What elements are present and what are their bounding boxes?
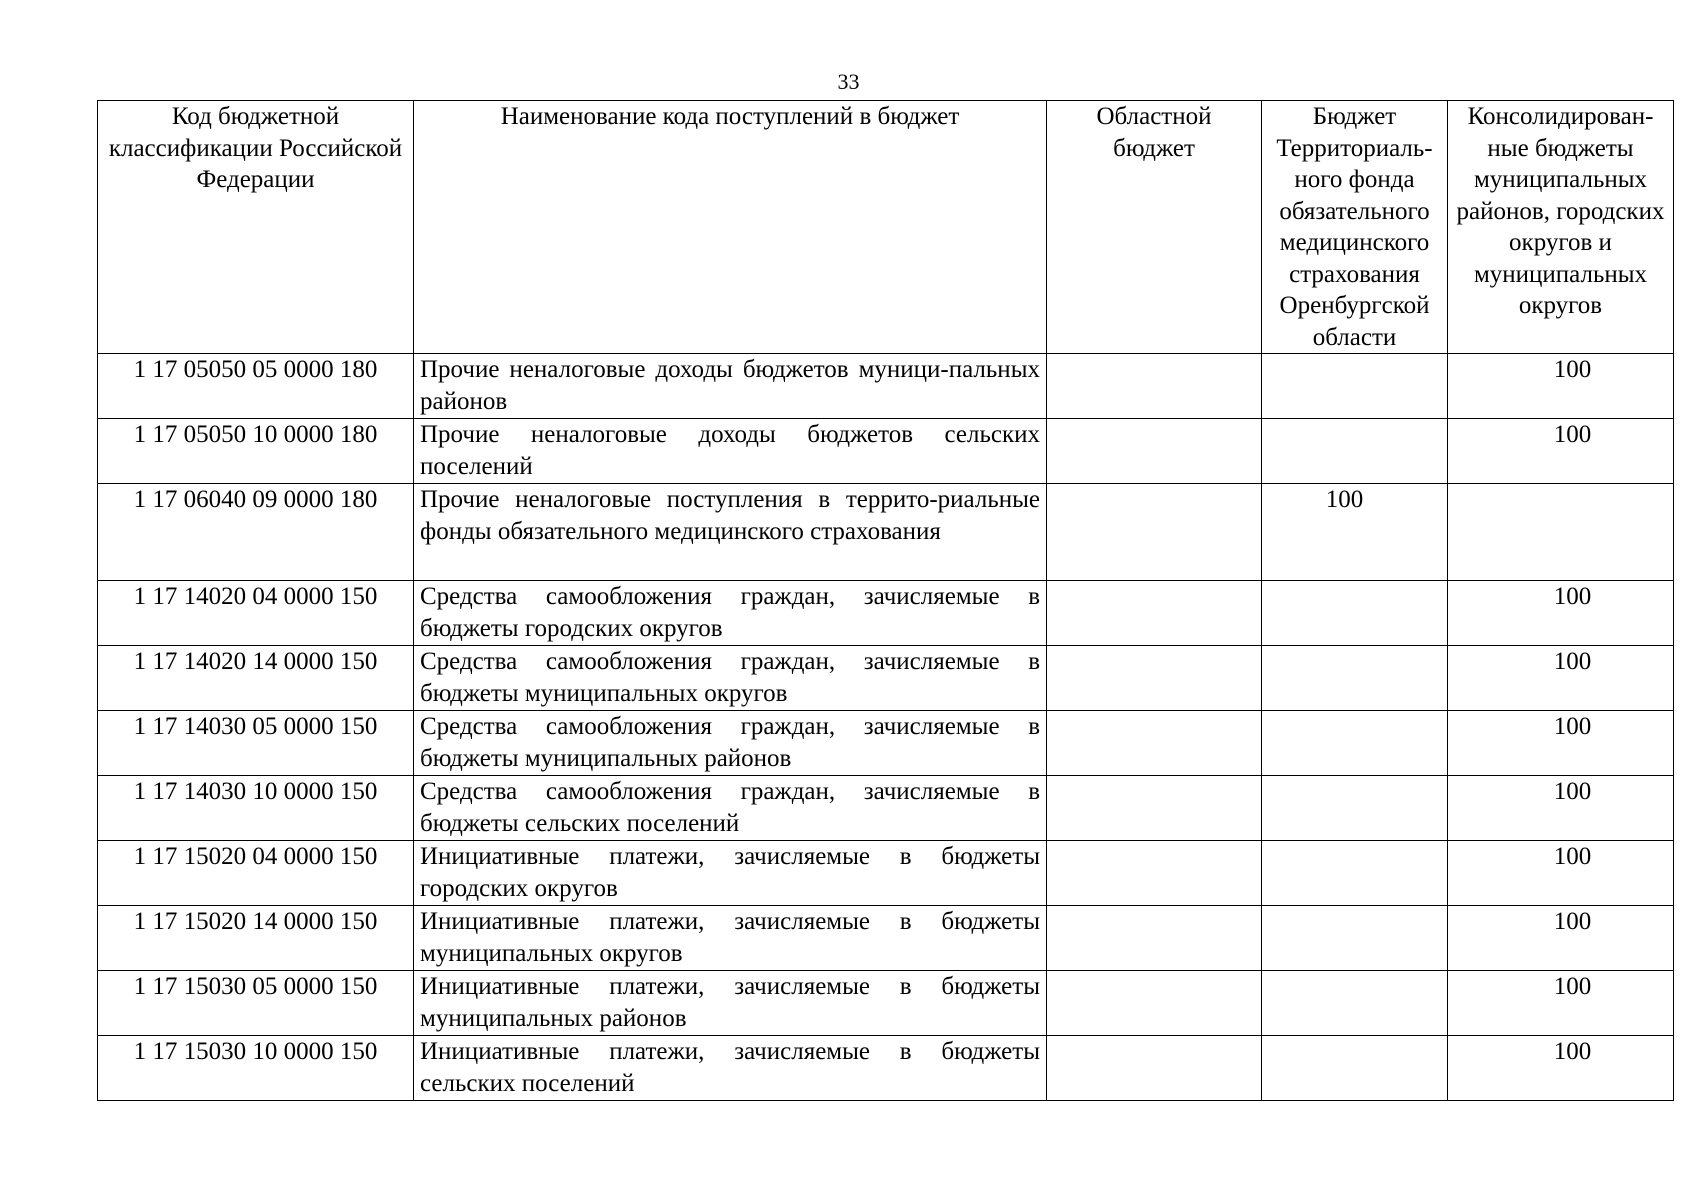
name-cell: Средства самообложения граждан, зачисляемые в бюджеты муниципальных округов: [414, 646, 1047, 711]
table-header-row: [98, 101, 1674, 354]
tfoms-cell: [1262, 711, 1448, 776]
consolidated-cell: [1448, 484, 1674, 581]
regional-cell: [1047, 971, 1262, 1036]
consolidated-cell: 100: [1448, 841, 1674, 906]
header-tfoms-budget: Бюджет Территориаль-ного фонда обязательного медицинского страхования Оренбургской области: [1262, 101, 1448, 354]
code-cell: 1 17 15030 05 0000 150: [98, 971, 414, 1036]
table-row: [98, 646, 1674, 711]
consolidated-cell: 100: [1448, 711, 1674, 776]
tfoms-cell: [1262, 354, 1448, 419]
consolidated-cell: 100: [1448, 1036, 1674, 1101]
table-row: [98, 1036, 1674, 1101]
tfoms-cell: [1262, 581, 1448, 646]
header-consolidated-budgets: Консолидирован-ные бюджеты муниципальных районов, городских округов и муниципальных округов: [1448, 101, 1674, 354]
name-cell: Прочие неналоговые поступления в террито-риальные фонды обязательного медицинского страхования: [414, 484, 1047, 581]
name-cell: Средства самообложения граждан, зачисляемые в бюджеты сельских поселений: [414, 776, 1047, 841]
tfoms-cell: [1262, 776, 1448, 841]
name-cell: Инициативные платежи, зачисляемые в бюджеты муниципальных районов: [414, 971, 1047, 1036]
table-row: [98, 776, 1674, 841]
consolidated-cell: 100: [1448, 354, 1674, 419]
tfoms-cell: [1262, 646, 1448, 711]
tfoms-cell: 100: [1262, 484, 1448, 581]
code-cell: 1 17 06040 09 0000 180: [98, 484, 414, 581]
regional-cell: [1047, 776, 1262, 841]
tfoms-cell: [1262, 419, 1448, 484]
page-number: 33: [837, 69, 860, 94]
consolidated-cell: 100: [1448, 906, 1674, 971]
regional-cell: [1047, 646, 1262, 711]
regional-cell: [1047, 1036, 1262, 1101]
regional-cell: [1047, 354, 1262, 419]
name-cell: Средства самообложения граждан, зачисляемые в бюджеты муниципальных районов: [414, 711, 1047, 776]
table-row: [98, 711, 1674, 776]
code-cell: 1 17 14030 10 0000 150: [98, 776, 414, 841]
tfoms-cell: [1262, 841, 1448, 906]
name-cell: Прочие неналоговые доходы бюджетов муници-пальных районов: [414, 354, 1047, 419]
name-cell: Инициативные платежи, зачисляемые в бюджеты сельских поселений: [414, 1036, 1047, 1101]
table-row: [98, 484, 1674, 581]
table-row: [98, 971, 1674, 1036]
header-code: Код бюджетной классификации Российской Федерации: [98, 101, 414, 354]
table-row: [98, 419, 1674, 484]
consolidated-cell: 100: [1448, 776, 1674, 841]
regional-cell: [1047, 419, 1262, 484]
name-cell: Инициативные платежи, зачисляемые в бюджеты городских округов: [414, 841, 1047, 906]
table-row: [98, 581, 1674, 646]
regional-cell: [1047, 484, 1262, 581]
consolidated-cell: 100: [1448, 419, 1674, 484]
regional-cell: [1047, 906, 1262, 971]
consolidated-cell: 100: [1448, 646, 1674, 711]
budget-revenue-table: [97, 100, 1674, 1101]
header-regional-budget: Областной бюджет: [1047, 101, 1262, 354]
name-cell: Инициативные платежи, зачисляемые в бюджеты муниципальных округов: [414, 906, 1047, 971]
code-cell: 1 17 15020 14 0000 150: [98, 906, 414, 971]
tfoms-cell: [1262, 971, 1448, 1036]
code-cell: 1 17 14030 05 0000 150: [98, 711, 414, 776]
code-cell: 1 17 05050 05 0000 180: [98, 354, 414, 419]
name-cell: Прочие неналоговые доходы бюджетов сельских поселений: [414, 419, 1047, 484]
consolidated-cell: 100: [1448, 581, 1674, 646]
consolidated-cell: 100: [1448, 971, 1674, 1036]
code-cell: 1 17 15020 04 0000 150: [98, 841, 414, 906]
table-row: [98, 841, 1674, 906]
code-cell: 1 17 14020 04 0000 150: [98, 581, 414, 646]
tfoms-cell: [1262, 1036, 1448, 1101]
regional-cell: [1047, 841, 1262, 906]
code-cell: 1 17 05050 10 0000 180: [98, 419, 414, 484]
table-row: [98, 354, 1674, 419]
name-cell: Средства самообложения граждан, зачисляемые в бюджеты городских округов: [414, 581, 1047, 646]
table-row: [98, 906, 1674, 971]
header-name: Наименование кода поступлений в бюджет: [414, 101, 1047, 354]
regional-cell: [1047, 711, 1262, 776]
code-cell: 1 17 15030 10 0000 150: [98, 1036, 414, 1101]
tfoms-cell: [1262, 906, 1448, 971]
code-cell: 1 17 14020 14 0000 150: [98, 646, 414, 711]
regional-cell: [1047, 581, 1262, 646]
